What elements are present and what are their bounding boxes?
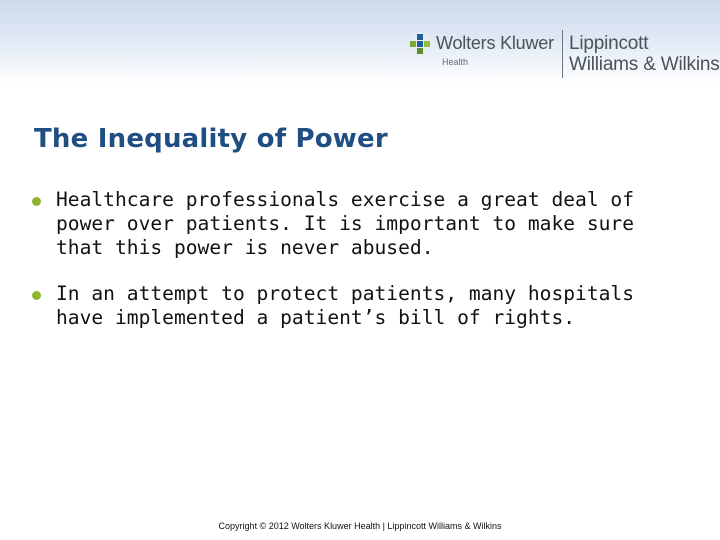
slide-title: The Inequality of Power <box>34 124 388 154</box>
wolters-kluwer-logo-icon <box>408 32 432 56</box>
copyright-footer: Copyright © 2012 Wolters Kluwer Health | Lippincott Williams & Wilkins <box>218 521 502 531</box>
company-sub: Health <box>442 57 469 67</box>
bullet-text: Healthcare professionals exercise a great deal of power over patients. It is important to make sure that this power is never abused. <box>56 188 635 259</box>
bullet-icon <box>32 291 41 300</box>
bullet-icon <box>32 197 41 206</box>
imprint-line-1: Lippincott <box>569 33 649 54</box>
company-name: Wolters Kluwer <box>436 33 554 53</box>
logo-divider <box>562 30 563 78</box>
publisher-logo <box>408 28 720 80</box>
bullet-text: In an attempt to protect patients, many hospitals have implemented a patient’s bill of rights. <box>56 282 635 329</box>
bullet-item <box>30 282 670 330</box>
bullet-item <box>30 188 670 260</box>
imprint-line-2: Williams & Wilkins <box>569 54 720 75</box>
bullet-list <box>30 188 670 352</box>
